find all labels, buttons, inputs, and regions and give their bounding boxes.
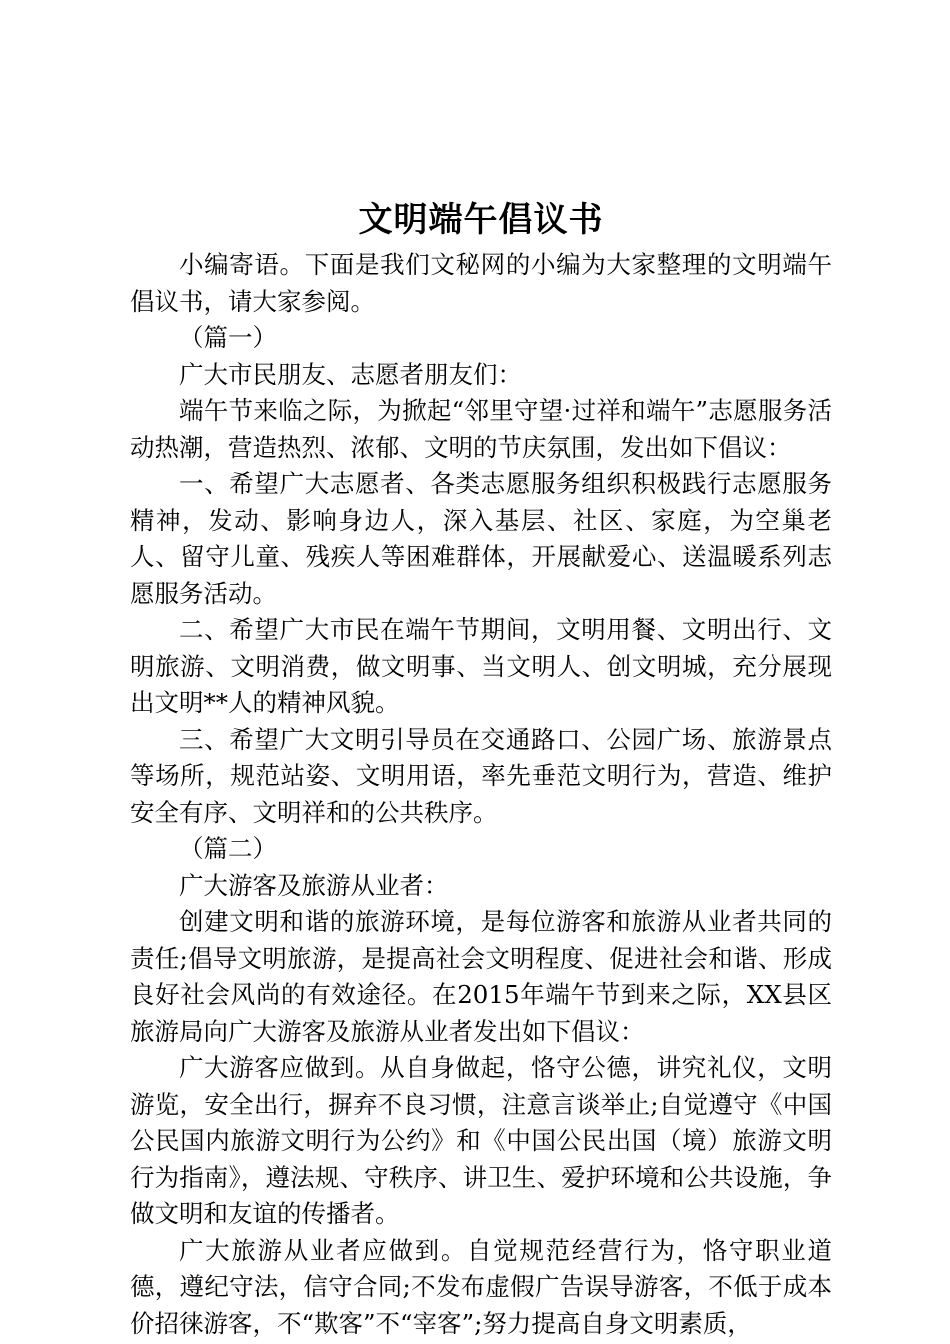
section-heading-2: （篇二） bbox=[179, 834, 277, 863]
paragraph-1-item-1: 一、希望广大志愿者、各类志愿服务组织积极践行志愿服务精神，发动、影响身边人，深入基层、社区、家庭，为空巢老人、留守儿童、残疾人等困难群体，开展献爱心、送温暖系列志愿服务活动。 bbox=[130, 469, 832, 608]
paragraph-1-opening: 端午节来临之际，为掀起“邻里守望·过祥和端午”志愿服务活动热潮，营造热烈、浓郁、文明的节庆氛围，发出如下倡议： bbox=[130, 396, 832, 462]
salutation-2: 广大游客及旅游从业者： bbox=[179, 870, 449, 900]
paragraph-intro: 小编寄语。下面是我们文秘网的小编为大家整理的文明端午倡议书，请大家参阅。 bbox=[130, 250, 832, 316]
paragraph-1-item-2: 二、希望广大市民在端午节期间，文明用餐、文明出行、文明旅游、文明消费，做文明事、当文明人、创文明城，充分展现出文明**人的精神风貌。 bbox=[130, 615, 832, 717]
paragraph-2-tourists: 广大游客应做到。从自身做起，恪守公德，讲究礼仪，文明游览，安全出行，摒弃不良习惯，注意言谈举止;自觉遵守《中国公民国内旅游文明行为公约》和《中国公民出国（境）旅游文明行为指南》，遵法规、守秩序、讲卫生、爱护环境和公共设施，争做文明和友谊的传播者。 bbox=[130, 1053, 832, 1228]
paragraph-2-opening: 创建文明和谐的旅游环境，是每位游客和旅游从业者共同的责任;倡导文明旅游，是提高社会文明程度、促进社会和谐、形成良好社会风尚的有效途径。在2015年端午节到来之际，XX县区旅游局向广大游客及旅游从业者发出如下倡议： bbox=[130, 907, 832, 1046]
paragraph-1-item-3: 三、希望广大文明引导员在交通路口、公园广场、旅游景点等场所，规范站姿、文明用语，率先垂范文明行为，营造、维护安全有序、文明祥和的公共秩序。 bbox=[130, 724, 832, 827]
section-heading-1: （篇一） bbox=[179, 323, 277, 352]
paragraph-2-practitioners: 广大旅游从业者应做到。自觉规范经营行为，恪守职业道德，遵纪守法，信守合同;不发布虚假广告误导游客，不低于成本价招徕游客，不“欺客”不“宰客”;努力提高自身文明素质， bbox=[130, 1235, 832, 1338]
document-title: 文明端午倡议书 bbox=[358, 200, 604, 240]
salutation-1: 广大市民朋友、志愿者朋友们： bbox=[179, 359, 522, 389]
